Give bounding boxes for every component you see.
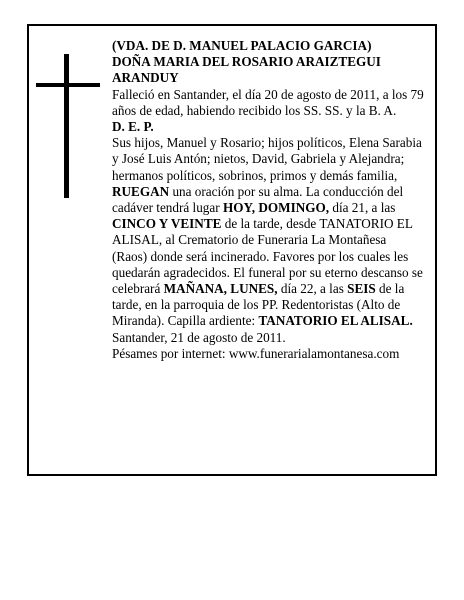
ruegan-rest-text: una oración por su alma. La conducción del cadáver tendrá lugar (112, 183, 404, 216)
parroquia-text: de la tarde, en la parroquia de los PP. Redentoristas (Alto de Miranda). Capilla ardiente: (112, 281, 405, 329)
hoy-domingo-text: HOY, DOMINGO, (222, 200, 330, 216)
family-paragraph: Sus hijos, Manuel y Rosario; hijos políticos, Elena Sarabia y José Luis Antón; nietos, David, Gabriela y Alejandra; hermanos políticos, sobrinos, primos y demás familia, (112, 135, 422, 183)
ruegan-text: RUEGAN (112, 183, 170, 199)
tanatorio-text: TANATORIO EL ALISAL. (258, 313, 413, 329)
widow-line: (VDA. DE D. MANUEL PALACIO GARCIA) (112, 38, 372, 53)
manana-lunes-text: MAÑANA, LUNES, (163, 281, 278, 297)
date-line: Santander, 21 de agosto de 2011. (112, 329, 286, 345)
cross-horizontal-bar (36, 83, 100, 87)
cross-icon (36, 54, 100, 198)
dia22-text: día 22, a las (277, 281, 348, 297)
condolences-line: Pésames por internet: www.funerarialamontanesa.com (112, 345, 400, 361)
dia21-text: día 21, a las (329, 200, 396, 216)
deceased-name: DOÑA MARIA DEL ROSARIO ARAIZTEGUI ARANDUY (112, 54, 381, 86)
tarde-desde-text: de la tarde, desde TANATORIO EL ALISAL, al Crematorio de Funeraria La Montañesa (Raos) donde será incinerado. Favores por los cuales les quedarán agradecidos. El funeral por su eterno descanso se celebrará (112, 216, 423, 297)
seis-text: SEIS (347, 281, 376, 297)
cross-vertical-bar (64, 54, 69, 198)
cinco-veinte-text: CINCO Y VEINTE (112, 216, 222, 232)
obituary-text (112, 38, 424, 362)
service-paragraph (112, 184, 424, 330)
death-notice: Falleció en Santander, el día 20 de agosto de 2011, a los 79 años de edad, habiendo recibido los SS. SS. y la B. A. (112, 86, 424, 118)
dep-line: D. E. P. (112, 119, 154, 135)
